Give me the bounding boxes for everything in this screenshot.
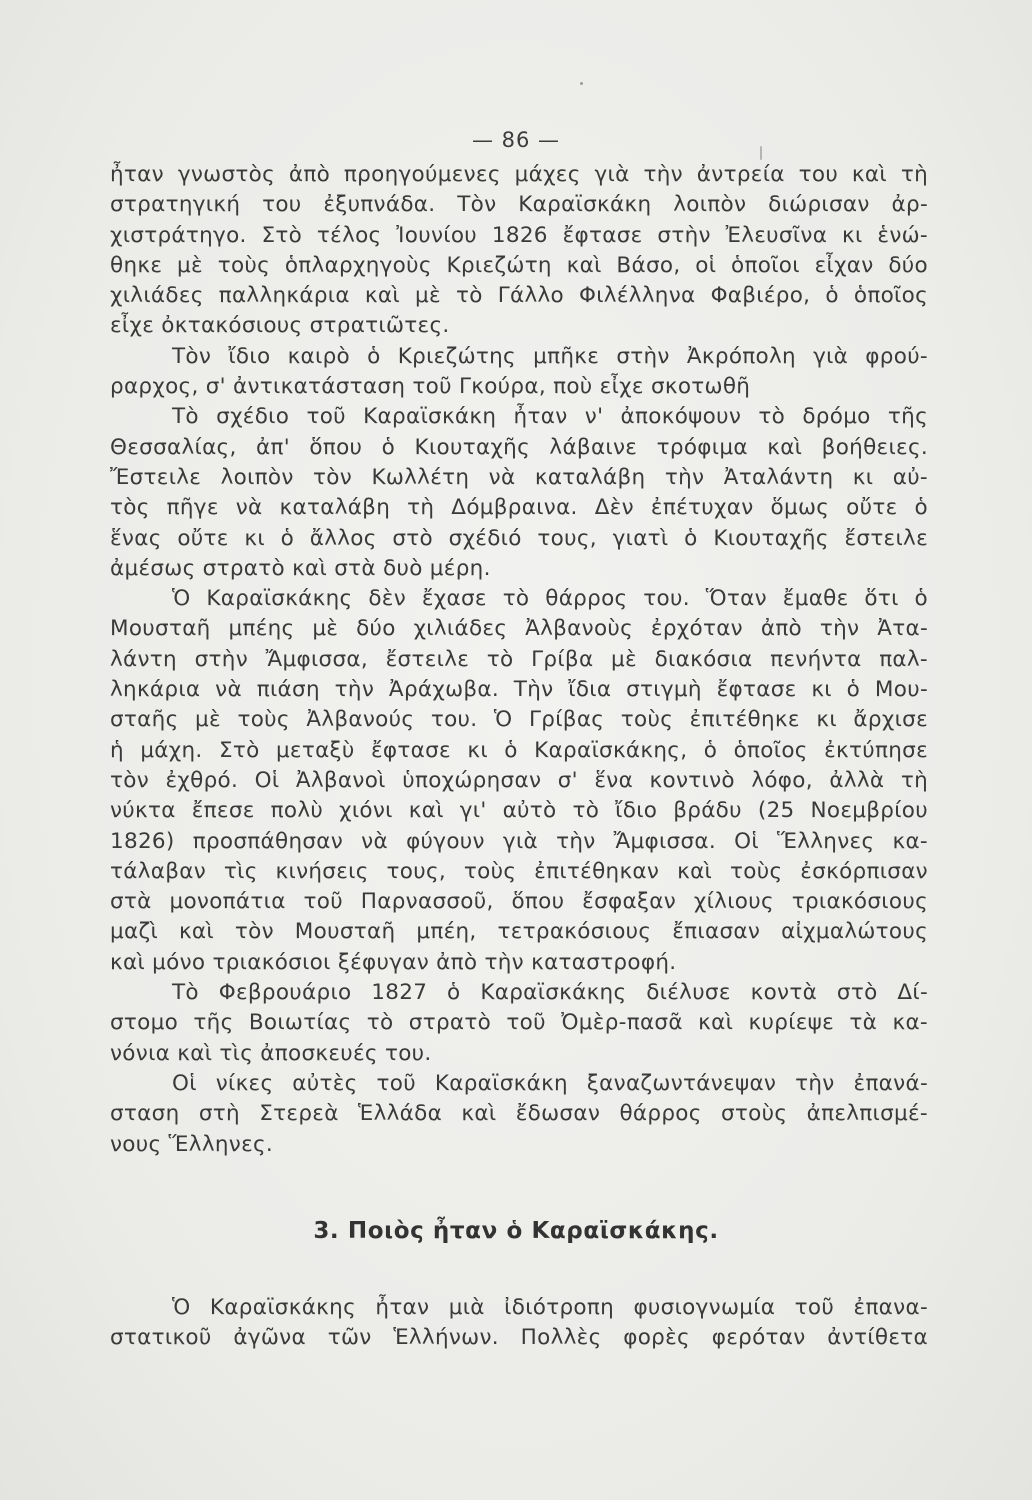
text-line: Οἱ νίκες αὐτὲς τοῦ Καραϊσκάκη ξαναζωντάνεψαν τὴν ἐπανά-: [172, 1070, 928, 1096]
text-line: Τὸ σχέδιο τοῦ Καραϊσκάκη ἦταν ν' ἀποκόψουν τὸ δρόμο τῆς: [172, 404, 928, 430]
text-line: στρατηγική του ἐξυπνάδα. Τὸν Καραϊσκάκη λοιπὸν διώρισαν ἀρ-: [110, 192, 928, 218]
text-line: τάλαβαν τὶς κινήσεις τους, τοὺς ἐπιτέθηκαν καὶ τοὺς ἐσκόρπισαν: [110, 858, 928, 884]
text-line: καὶ μόνο τριακόσιοι ξέφυγαν ἀπὸ τὴν καταστροφή.: [110, 949, 677, 975]
text-line: νόνια καὶ τὶς ἀποσκευές του.: [110, 1040, 432, 1066]
text-line: ἀμέσως στρατὸ καὶ στὰ δυὸ μέρη.: [110, 555, 491, 581]
text-line: τὸς πῆγε νὰ καταλάβη τὴ Δόμβραινα. Δὲν ἐπέτυχαν ὅμως οὔτε ὁ: [110, 495, 928, 521]
text-line: χιλιάδες παλληκάρια καὶ μὲ τὸ Γάλλο Φιλέλληνα Φαβιέρο, ὁ ὁποῖος: [110, 283, 928, 309]
text-line: εἶχε ὀκτακόσιους στρατιῶτες.: [110, 313, 450, 339]
text-line: ληκάρια νὰ πιάση τὴν Ἀράχωβα. Τὴν ἴδια στιγμὴ ἔφτασε κι ὁ Μου-: [110, 677, 928, 703]
text-line: ἦταν γνωστὸς ἀπὸ προηγούμενες μάχες γιὰ τὴν ἀντρεία του καὶ τὴ: [110, 162, 928, 187]
text-line: ἕνας οὔτε κι ὁ ἄλλος στὸ σχέδιό τους, γιατὶ ὁ Κιουταχῆς ἔστειλε: [110, 525, 928, 551]
text-line: Θεσσαλίας, ἀπ' ὅπου ὁ Κιουταχῆς λάβαινε τρόφιμα καὶ βοήθειες.: [110, 434, 928, 460]
text-line: Ὁ Καραϊσκάκης δὲν ἔχασε τὸ θάρρος του. Ὅταν ἔμαθε ὅτι ὁ: [172, 586, 928, 612]
text-line: νους Ἕλληνες.: [110, 1131, 274, 1157]
text-line: μαζὶ καὶ τὸν Μουσταῆ μπέη, τετρακόσιους ἔπιασαν αἰχμαλώτους: [110, 919, 928, 945]
text-line: χιστράτηγο. Στὸ τέλος Ἰουνίου 1826 ἔφτασε στὴν Ἐλευσῖνα κι ἑνώ-: [110, 222, 928, 248]
paper-speck: [580, 82, 583, 85]
section-body-text: [110, 1293, 928, 1354]
page-number: — 86 —: [471, 128, 561, 152]
text-line: ραρχος, σ' ἀντικατάσταση τοῦ Γκούρα, ποὺ εἶχε σκοτωθῆ: [110, 374, 751, 400]
text-line: ἡ μάχη. Στὸ μεταξὺ ἔφτασε κι ὁ Καραϊσκάκης, ὁ ὁποῖος ἐκτύπησε: [110, 737, 928, 763]
text-line: νύκτα ἔπεσε πολὺ χιόνι καὶ γι' αὐτὸ τὸ ἴδιο βράδυ (25 Νοεμβρίου: [110, 798, 928, 824]
paper-speck: [760, 146, 762, 160]
text-line: στὰ μονοπάτια τοῦ Παρνασσοῦ, ὅπου ἔσφαξαν χίλιους τριακόσιους: [110, 889, 928, 915]
text-line: Ἔστειλε λοιπὸν τὸν Κωλλέτη νὰ καταλάβη τὴν Ἀταλάντη κι αὐ-: [110, 464, 928, 490]
text-line: λάντη στὴν Ἄμφισσα, ἔστειλε τὸ Γρίβα μὲ διακόσια πενήντα παλ-: [110, 646, 928, 672]
text-line: σταῆς μὲ τοὺς Ἀλβανούς του. Ὁ Γρίβας τοὺς ἐπιτέθηκε κι ἄρχισε: [110, 707, 928, 733]
text-line: Ὁ Καραϊσκάκης ἦταν μιὰ ἰδιότροπη φυσιογνωμία τοῦ ἐπανα-: [172, 1295, 928, 1320]
text-line: Τὸν ἴδιο καιρὸ ὁ Κριεζώτης μπῆκε στὴν Ἀκρόπολη γιὰ φρού-: [172, 343, 928, 369]
text-line: θηκε μὲ τοὺς ὁπλαρχηγοὺς Κριεζώτη καὶ Βάσο, οἱ ὁποῖοι εἶχαν δύο: [110, 252, 928, 278]
text-line: στατικοῦ ἀγῶνα τῶν Ἑλλήνων. Πολλὲς φορὲς φερόταν ἀντίθετα: [110, 1325, 928, 1351]
text-line: Τὸ Φεβρουάριο 1827 ὁ Καραϊσκάκης διέλυσε κοντὰ στὸ Δί-: [172, 980, 928, 1006]
text-line: τὸν ἐχθρό. Οἱ Ἀλβανοὶ ὑποχώρησαν σ' ἕνα κοντινὸ λόφο, ἀλλὰ τὴ: [110, 767, 928, 793]
section-heading: 3. Ποιὸς ἦταν ὁ Καραϊσκάκης.: [313, 1218, 719, 1244]
text-line: Μουσταῆ μπέης μὲ δύο χιλιάδες Ἀλβανοὺς ἐρχόταν ἀπὸ τὴν Ἀτα-: [110, 616, 928, 642]
text-line: σταση στὴ Στερεὰ Ἑλλάδα καὶ ἔδωσαν θάρρος στοὺς ἀπελπισμέ-: [110, 1101, 928, 1127]
body-text: [110, 160, 928, 1160]
text-line: 1826) προσπάθησαν νὰ φύγουν γιὰ τὴν Ἄμφισσα. Οἱ Ἕλληνες κα-: [110, 828, 928, 854]
text-line: στομο τῆς Βοιωτίας τὸ στρατὸ τοῦ Ὀμὲρ-πασᾶ καὶ κυρίεψε τὰ κα-: [110, 1010, 928, 1036]
